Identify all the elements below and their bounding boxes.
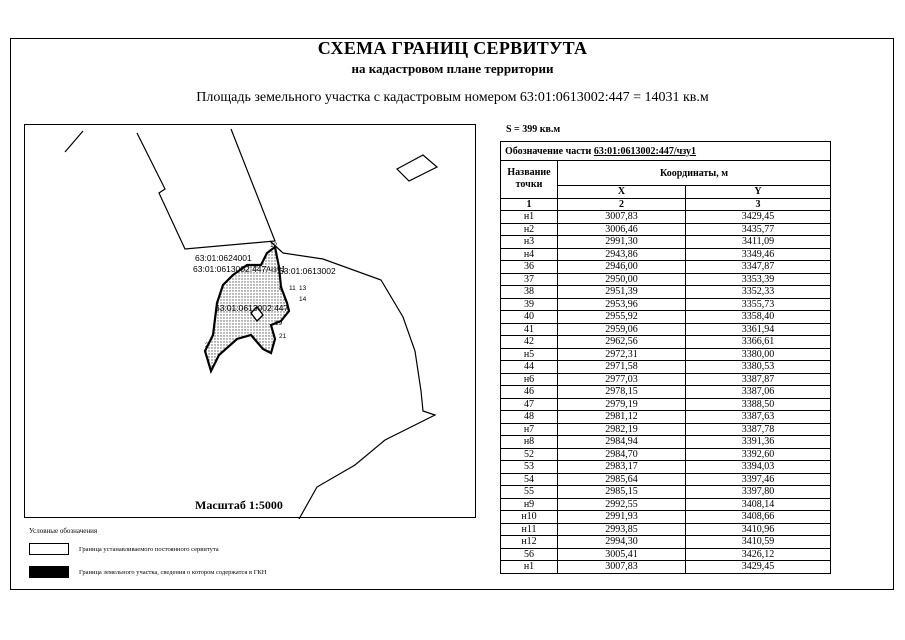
point-number: 14 bbox=[299, 296, 307, 303]
coord-x: 2959,06 bbox=[558, 323, 686, 336]
point-number: 12 bbox=[270, 242, 278, 249]
coord-y: 3397,80 bbox=[686, 486, 831, 499]
table-row bbox=[501, 486, 831, 499]
point-name: 53 bbox=[501, 461, 558, 474]
point-name: н10 bbox=[501, 511, 558, 524]
point-name: 37 bbox=[501, 273, 558, 286]
coord-y: 3397,46 bbox=[686, 473, 831, 486]
table-row bbox=[501, 323, 831, 336]
coord-y: 3435,77 bbox=[686, 223, 831, 236]
point-name: н6 bbox=[501, 373, 558, 386]
point-name: н9 bbox=[501, 498, 558, 511]
coord-y: 3387,06 bbox=[686, 386, 831, 399]
coord-y: 3352,33 bbox=[686, 286, 831, 299]
document-subtitle: на кадастровом плане территории bbox=[351, 61, 554, 76]
point-name: 42 bbox=[501, 336, 558, 349]
point-name: 44 bbox=[501, 361, 558, 374]
cadastral-map bbox=[24, 124, 476, 518]
table-row bbox=[501, 561, 831, 574]
point-name: н3 bbox=[501, 236, 558, 249]
point-number: 19 bbox=[275, 320, 283, 327]
table-row bbox=[501, 361, 831, 374]
point-name: н8 bbox=[501, 436, 558, 449]
table-row bbox=[501, 211, 831, 224]
table-row bbox=[501, 348, 831, 361]
table-row bbox=[501, 498, 831, 511]
table-row bbox=[501, 386, 831, 399]
point-name: 47 bbox=[501, 398, 558, 411]
table-row bbox=[501, 336, 831, 349]
map-label-parcel: 63:01:0613002:447 bbox=[215, 303, 289, 313]
document-title: СХЕМА ГРАНИЦ СЕРВИТУТА bbox=[317, 38, 588, 58]
point-number: 8 bbox=[279, 285, 283, 292]
point-number: 2 bbox=[205, 342, 209, 349]
coord-x: 2984,94 bbox=[558, 436, 686, 449]
legend-swatch-servitude bbox=[29, 543, 69, 555]
point-number: 11 bbox=[289, 285, 296, 292]
point-name: н2 bbox=[501, 223, 558, 236]
coord-x: 3007,83 bbox=[558, 561, 686, 574]
coord-x: 3005,41 bbox=[558, 548, 686, 561]
col-number: 2 bbox=[558, 198, 686, 211]
coord-x: 2982,19 bbox=[558, 423, 686, 436]
point-name: 41 bbox=[501, 323, 558, 336]
map-drawing bbox=[25, 125, 477, 519]
coord-x: 2955,92 bbox=[558, 311, 686, 324]
coord-x: 3007,83 bbox=[558, 211, 686, 224]
coord-y: 3426,12 bbox=[686, 548, 831, 561]
coord-y: 3392,60 bbox=[686, 448, 831, 461]
coord-y: 3380,53 bbox=[686, 361, 831, 374]
point-name: 40 bbox=[501, 311, 558, 324]
table-row bbox=[501, 248, 831, 261]
coord-x: 2979,19 bbox=[558, 398, 686, 411]
coord-x: 2978,15 bbox=[558, 386, 686, 399]
coord-y: 3429,45 bbox=[686, 561, 831, 574]
coord-y: 3355,73 bbox=[686, 298, 831, 311]
legend-text-parcel: Граница земельного участка, сведения о котором содержатся в ГКН bbox=[79, 569, 267, 576]
point-name: н12 bbox=[501, 536, 558, 549]
coord-x: 2971,58 bbox=[558, 361, 686, 374]
coord-x: 2950,00 bbox=[558, 273, 686, 286]
coord-y: 3410,96 bbox=[686, 523, 831, 536]
coord-x: 2983,17 bbox=[558, 461, 686, 474]
part-designation-id: 63:01:0613002:447/чзу1 bbox=[593, 145, 697, 157]
coord-y: 3408,66 bbox=[686, 511, 831, 524]
point-name: 54 bbox=[501, 473, 558, 486]
point-name: 55 bbox=[501, 486, 558, 499]
point-number: 13 bbox=[299, 285, 307, 292]
legend-text-servitude: Граница устанавливаемого постоянного сервитута bbox=[79, 546, 219, 553]
servitude-area-value: S = 399 кв.м bbox=[506, 124, 561, 135]
col-header-y: Y bbox=[686, 186, 831, 199]
point-number: 21 bbox=[279, 333, 287, 340]
table-row bbox=[501, 236, 831, 249]
point-name: 56 bbox=[501, 548, 558, 561]
coord-y: 3380,00 bbox=[686, 348, 831, 361]
point-name: н11 bbox=[501, 523, 558, 536]
coord-x: 2992,55 bbox=[558, 498, 686, 511]
point-name: н5 bbox=[501, 348, 558, 361]
coord-y: 3387,87 bbox=[686, 373, 831, 386]
col-number: 3 bbox=[686, 198, 831, 211]
coord-y: 3429,45 bbox=[686, 211, 831, 224]
table-row bbox=[501, 223, 831, 236]
coord-y: 3366,61 bbox=[686, 336, 831, 349]
coord-y: 3388,50 bbox=[686, 398, 831, 411]
point-name: 36 bbox=[501, 261, 558, 274]
coordinates-table bbox=[500, 141, 831, 574]
coord-y: 3353,39 bbox=[686, 273, 831, 286]
coord-x: 2991,93 bbox=[558, 511, 686, 524]
building-outline bbox=[397, 155, 437, 181]
table-row bbox=[501, 423, 831, 436]
coord-x: 2962,56 bbox=[558, 336, 686, 349]
table-row bbox=[501, 411, 831, 424]
coord-x: 2985,64 bbox=[558, 473, 686, 486]
coord-y: 3361,94 bbox=[686, 323, 831, 336]
coord-x: 2977,03 bbox=[558, 373, 686, 386]
map-label-part: 63:01:0613002:447/чзу1 bbox=[193, 264, 286, 274]
coord-y: 3411,09 bbox=[686, 236, 831, 249]
parcel-area-line: Площадь земельного участка с кадастровым номером 63:01:0613002:447 = 14031 кв.м bbox=[196, 90, 709, 105]
boundary-line bbox=[65, 131, 83, 152]
map-label-block: 63:01:0613002 bbox=[279, 266, 336, 276]
coord-x: 3006,46 bbox=[558, 223, 686, 236]
map-label-quarter: 63:01:0624001 bbox=[195, 253, 252, 263]
table-row bbox=[501, 436, 831, 449]
table-row bbox=[501, 298, 831, 311]
coord-x: 2943,86 bbox=[558, 248, 686, 261]
table-row bbox=[501, 261, 831, 274]
col-number: 1 bbox=[501, 198, 558, 211]
point-name: 48 bbox=[501, 411, 558, 424]
point-name: н4 bbox=[501, 248, 558, 261]
coord-x: 2993,85 bbox=[558, 523, 686, 536]
coord-x: 2985,15 bbox=[558, 486, 686, 499]
coord-y: 3358,40 bbox=[686, 311, 831, 324]
coord-x: 2972,31 bbox=[558, 348, 686, 361]
coord-x: 2981,12 bbox=[558, 411, 686, 424]
coord-y: 3347,87 bbox=[686, 261, 831, 274]
point-name: 38 bbox=[501, 286, 558, 299]
table-row bbox=[501, 373, 831, 386]
table-row bbox=[501, 536, 831, 549]
table-row bbox=[501, 273, 831, 286]
coord-x: 2953,96 bbox=[558, 298, 686, 311]
coord-y: 3391,36 bbox=[686, 436, 831, 449]
table-row bbox=[501, 311, 831, 324]
parcel-boundary bbox=[270, 241, 435, 519]
boundary-line bbox=[137, 129, 275, 249]
point-name: н1 bbox=[501, 211, 558, 224]
point-name: 52 bbox=[501, 448, 558, 461]
legend-title: Условные обозначения bbox=[29, 527, 98, 535]
coord-y: 3349,46 bbox=[686, 248, 831, 261]
coord-x: 2946,00 bbox=[558, 261, 686, 274]
coord-x: 2951,39 bbox=[558, 286, 686, 299]
col-header-point: Название точки bbox=[501, 161, 558, 199]
point-name: н7 bbox=[501, 423, 558, 436]
coord-y: 3394,03 bbox=[686, 461, 831, 474]
coord-y: 3387,78 bbox=[686, 423, 831, 436]
part-designation-label: Обозначение части bbox=[505, 145, 592, 157]
coord-y: 3408,14 bbox=[686, 498, 831, 511]
table-row bbox=[501, 461, 831, 474]
coord-x: 2991,30 bbox=[558, 236, 686, 249]
table-row bbox=[501, 473, 831, 486]
col-header-x: X bbox=[558, 186, 686, 199]
legend-swatch-parcel bbox=[29, 566, 69, 578]
col-header-coords: Координаты, м bbox=[558, 161, 831, 186]
coord-x: 2984,70 bbox=[558, 448, 686, 461]
table-row bbox=[501, 286, 831, 299]
point-name: 39 bbox=[501, 298, 558, 311]
part-designation bbox=[501, 142, 831, 161]
coord-x: 2994,30 bbox=[558, 536, 686, 549]
map-scale: Масштаб 1:5000 bbox=[195, 498, 283, 512]
coord-y: 3410,59 bbox=[686, 536, 831, 549]
table-row bbox=[501, 511, 831, 524]
table-row bbox=[501, 523, 831, 536]
table-row bbox=[501, 398, 831, 411]
table-row bbox=[501, 448, 831, 461]
point-name: 46 bbox=[501, 386, 558, 399]
coord-y: 3387,63 bbox=[686, 411, 831, 424]
table-row bbox=[501, 548, 831, 561]
point-name: н1 bbox=[501, 561, 558, 574]
